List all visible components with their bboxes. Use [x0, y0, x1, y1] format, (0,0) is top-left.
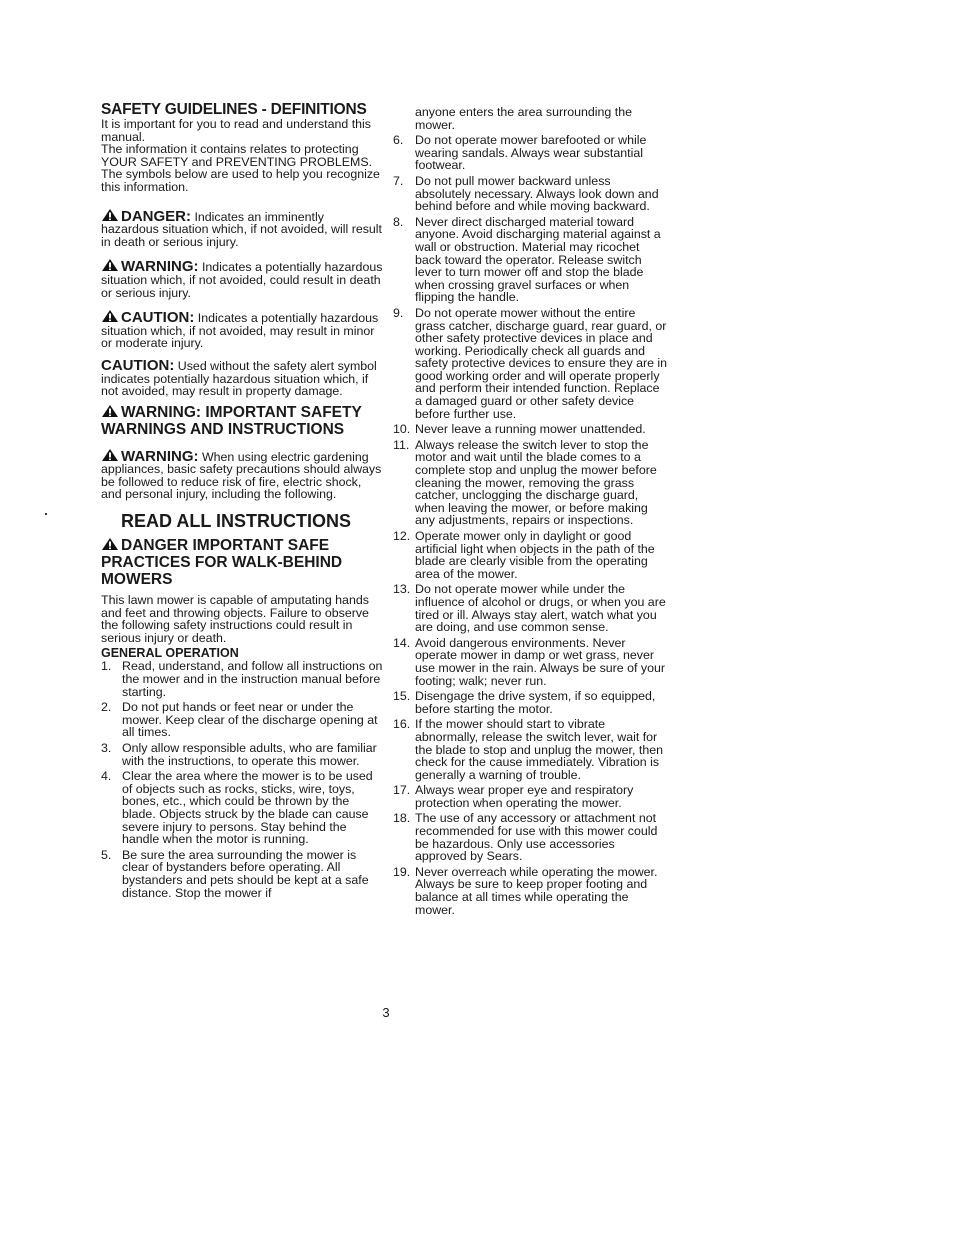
warning-text: Indicates a potentially hazardous situation which, if not avoided, could result in death or serious injury.: [101, 260, 383, 300]
safety-alert-triangle-icon: [101, 258, 119, 272]
right-column: [393, 106, 669, 919]
list-item: [393, 583, 669, 633]
item-text: Only allow responsible adults, who are familiar with the instructions, to operate this mower.: [122, 741, 377, 768]
list-item: [393, 216, 669, 304]
item-number: 13.: [393, 582, 411, 597]
page-number: 3: [382, 1005, 390, 1020]
danger-text: Indicates an imminently hazardous situation which, if not avoided, will result in death or serious injury.: [101, 209, 383, 249]
item-number: 14.: [393, 635, 411, 650]
caution-no-symbol-definition: [101, 356, 383, 399]
list-item: [393, 718, 669, 781]
safety-alert-triangle-icon: [101, 309, 119, 323]
list-item: [101, 701, 383, 739]
item-number: 5.: [101, 847, 112, 862]
item-number: 2.: [101, 700, 112, 715]
item-text: Do not operate mower while under the influence of alcohol or drugs, or when you are tired or ill. Always stay alert, watch what you are doing, and use common sense.: [415, 582, 666, 635]
item-number: 4.: [101, 769, 112, 784]
item-text: Never overreach while operating the mower. Always be sure to keep proper footing and balance at all times while operating the mower.: [415, 864, 658, 917]
item-number: 11.: [393, 437, 410, 452]
warning-label: WARNING:: [121, 258, 199, 276]
danger-definition: [101, 208, 383, 249]
warning-definition: [101, 258, 383, 299]
item-number: 15.: [393, 689, 411, 704]
list-item: [393, 637, 669, 687]
electric-warning: [101, 448, 383, 501]
read-all-instructions: READ ALL INSTRUCTIONS: [121, 511, 352, 532]
list-item: [393, 866, 669, 916]
right-rules-list: [393, 134, 669, 916]
left-column: [101, 102, 383, 902]
list-item: [393, 690, 669, 715]
safe-practices-heading-text: DANGER IMPORTANT SAFE PRACTICES FOR WALK-BEHIND MOWERS: [101, 537, 343, 589]
stray-mark: [45, 513, 47, 515]
item-text: Clear the area where the mower is to be used of objects such as rocks, sticks, wire, toys, bones, etc., which could be thrown by the blade. Objects struck by the blade can cause severe injury to persons. Stay behind the handle when the motor is running.: [122, 769, 373, 847]
list-item: [393, 812, 669, 862]
safety-alert-triangle-icon: [101, 537, 119, 551]
item-text: Disengage the drive system, if so equipped, before starting the motor.: [415, 689, 656, 716]
item-text: Do not put hands or feet near or under the mower. Keep clear of the discharge opening at all times.: [122, 700, 378, 740]
item-number: 10.: [393, 422, 411, 437]
list-item: [393, 175, 669, 213]
safe-practices-heading: [101, 537, 383, 588]
warning2-label: WARNING:: [121, 447, 199, 465]
caution2-label: CAUTION:: [101, 356, 175, 374]
item-text: Do not operate mower barefooted or while wearing sandals. Always wear substantial footwear.: [415, 133, 647, 173]
list-item: [101, 742, 383, 767]
item-text: Do not operate mower without the entire grass catcher, discharge guard, rear guard, or other safety protective devices in place and working. Periodically check all guards and safety protective devices to ensure they are in good working order and will operate properly and perform their intended function. Replace a damaged guard or other safety device before further use.: [415, 305, 668, 421]
general-operation-heading: GENERAL OPERATION: [101, 646, 239, 661]
item-text: Avoid dangerous environments. Never operate mower in damp or wet grass, never use mower in the rain. Always be sure of your footing; walk; never run.: [415, 635, 665, 688]
danger-label: DANGER:: [121, 207, 191, 225]
list-item: [393, 784, 669, 809]
item-number: 18.: [393, 811, 411, 826]
item-number: 3.: [101, 741, 112, 755]
item-text: Always wear proper eye and respiratory protection when operating the mower.: [415, 783, 634, 810]
continuation-text: anyone enters the area surrounding the mower.: [415, 105, 632, 132]
item-text: The use of any accessory or attachment not recommended for use with this mower could be hazardous. Only use accessories approved by Sears.: [415, 811, 658, 864]
caution-label: CAUTION:: [121, 309, 195, 327]
item-number: 16.: [393, 717, 411, 732]
caution-text: Indicates a potentially hazardous situation which, if not avoided, may result in minor or moderate injury.: [101, 311, 379, 351]
item-text: Read, understand, and follow all instructions on the mower and in the instruction manual before starting.: [122, 659, 383, 699]
list-item: [393, 530, 669, 580]
important-warnings-heading: [101, 404, 383, 438]
item-text: Never leave a running mower unattended.: [415, 422, 646, 437]
item-number: 1.: [101, 659, 112, 674]
item-text: Never direct discharged material toward anyone. Avoid discharging material against a wall or obstruction. Material may ricochet back toward the operator. Release switch lever to turn mower off and stop the blade when crossing gravel surfaces or when flipping the handle.: [415, 214, 661, 305]
left-rules-list: [101, 660, 383, 899]
list-item: [393, 307, 669, 420]
item-text: Operate mower only in daylight or good artificial light when objects in the path of the blade are clearly visible from the operating area of the mower.: [415, 529, 655, 581]
caution-definition: [101, 309, 383, 350]
item-text: Always release the switch lever to stop the motor and wait until the blade comes to a complete stop and unplug the mower before cleaning the mower, removing the grass catcher, unclogging the discharge guard, when leaving the mower, or before making any adjustments, repairs or inspections.: [415, 437, 657, 528]
section-title: SAFETY GUIDELINES - DEFINITIONS: [101, 101, 367, 118]
item-text: If the mower should start to vibrate abnormally, release the switch lever, wait for the blade to stop and unplug the mower, then check for the cause immediately. Vibration is generally a warning of trouble.: [415, 717, 663, 782]
caution2-text: Used without the safety alert symbol indicates potentially hazardous situation which, if not avoided, may result in property damage.: [101, 358, 377, 399]
important-warnings-heading-text: WARNING: IMPORTANT SAFETY WARNINGS AND INSTRUCTIONS: [101, 403, 362, 438]
item-number: 12.: [393, 529, 411, 543]
list-item: [101, 849, 383, 899]
item-number: 6.: [393, 133, 404, 148]
list-item: [101, 660, 383, 698]
item-number: 19.: [393, 864, 411, 879]
item-number: 9.: [393, 305, 404, 320]
safety-alert-triangle-icon: [101, 448, 119, 462]
item-text: Do not pull mower backward unless absolutely necessary. Always look down and behind before and while moving backward.: [415, 173, 659, 214]
intro-text: It is important for you to read and understand this manual.: [101, 117, 371, 144]
item-number: 8.: [393, 214, 404, 229]
practices-intro: This lawn mower is capable of amputating hands and feet and throwing objects. Failure to observe the following safety instructions could result in serious injury or death.: [101, 593, 369, 645]
safety-alert-triangle-icon: [101, 208, 119, 222]
list-item: [393, 134, 669, 172]
item-number: 17.: [393, 783, 411, 798]
item-number: 7.: [393, 173, 404, 188]
list-item: [101, 770, 383, 846]
safety-alert-triangle-icon: [101, 404, 119, 418]
intro-text-2: The information it contains relates to protecting YOUR SAFETY and PREVENTING PROBLEMS. The symbols below are used to help you recognize this information.: [101, 142, 380, 194]
list-item: [393, 439, 669, 527]
warning2-text: When using electric gardening appliances, basic safety precautions should always be followed to reduce risk of fire, electric shock, and personal injury, including the following.: [101, 449, 382, 502]
item-text: Be sure the area surrounding the mower is clear of bystanders before operating. All bystanders and pets should be kept at a safe distance. Stop the mower if: [122, 847, 369, 900]
list-item: [393, 423, 669, 436]
